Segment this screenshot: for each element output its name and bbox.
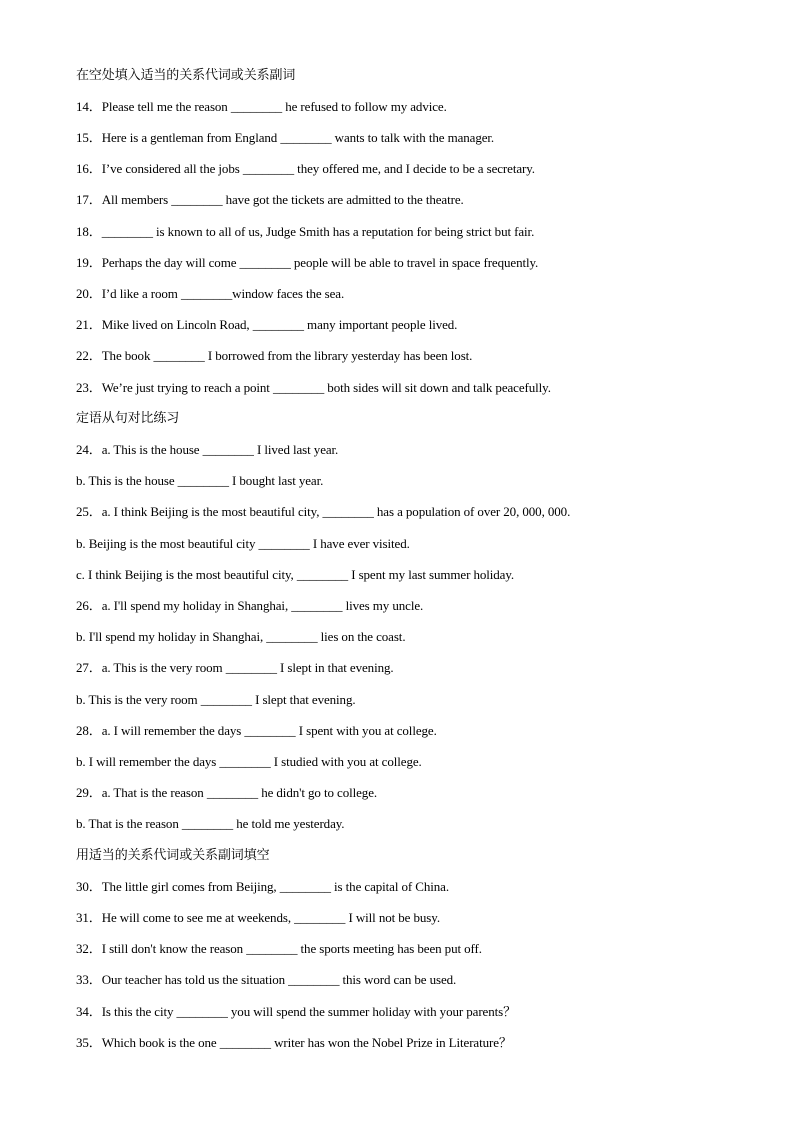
question-26a: 26．a. I'll spend my holiday in Shanghai, ________ lives my uncle. [76,598,424,613]
section-heading-2: 定语从句对比练习 [76,411,180,426]
question-14: 14．Please tell me the reason ________ he refused to follow my advice. [76,99,447,114]
question-27a: 27．a. This is the very room ________ I slept in that evening. [76,660,394,675]
question-21: 21．Mike lived on Lincoln Road, ________ many important people lived. [76,317,458,332]
question-35: 35．Which book is the one ________ writer has won the Nobel Prize in Literature？ [76,1035,512,1050]
question-24b: b. This is the house ________ I bought last year. [76,473,324,488]
question-15: 15．Here is a gentleman from England ________ wants to talk with the manager. [76,130,495,145]
question-29b: b. That is the reason ________ he told me yesterday. [76,816,345,831]
question-23: 23．We’re just trying to reach a point ________ both sides will sit down and talk peacefully. [76,380,551,395]
question-27b: b. This is the very room ________ I slept that evening. [76,692,356,707]
question-25a: 25．a. I think Beijing is the most beautiful city, ________ has a population of over 20, 000, 000. [76,504,571,519]
question-34: 34．Is this the city ________ you will spend the summer holiday with your parents？ [76,1004,516,1019]
section-heading-3: 用适当的关系代词或关系副词填空 [76,848,270,863]
question-30: 30．The little girl comes from Beijing, ________ is the capital of China. [76,879,449,894]
question-17: 17．All members ________ have got the tickets are admitted to the theatre. [76,192,464,207]
question-22: 22．The book ________ I borrowed from the library yesterday has been lost. [76,348,473,363]
question-31: 31．He will come to see me at weekends, ________ I will not be busy. [76,910,440,925]
question-25b: b. Beijing is the most beautiful city ________ I have ever visited. [76,536,410,551]
question-19: 19．Perhaps the day will come ________ people will be able to travel in space frequently. [76,255,539,270]
question-33: 33．Our teacher has told us the situation ________ this word can be used. [76,972,457,987]
question-28a: 28．a. I will remember the days ________ I spent with you at college. [76,723,437,738]
question-28b: b. I will remember the days ________ I studied with you at college. [76,754,422,769]
question-16: 16．I’ve considered all the jobs ________ they offered me, and I decide to be a secretary. [76,161,535,176]
section-heading-1: 在空处填入适当的关系代词或关系副词 [76,68,296,83]
question-26b: b. I'll spend my holiday in Shanghai, ________ lies on the coast. [76,629,406,644]
question-24a: 24．a. This is the house ________ I lived last year. [76,442,339,457]
question-20: 20．I’d like a room ________window faces the sea. [76,286,345,301]
question-25c: c. I think Beijing is the most beautiful city, ________ I spent my last summer holiday. [76,567,515,582]
question-18: 18．________ is known to all of us, Judge Smith has a reputation for being strict but fair. [76,224,535,239]
question-29a: 29．a. That is the reason ________ he didn't go to college. [76,785,378,800]
question-32: 32．I still don't know the reason ________ the sports meeting has been put off. [76,941,482,956]
